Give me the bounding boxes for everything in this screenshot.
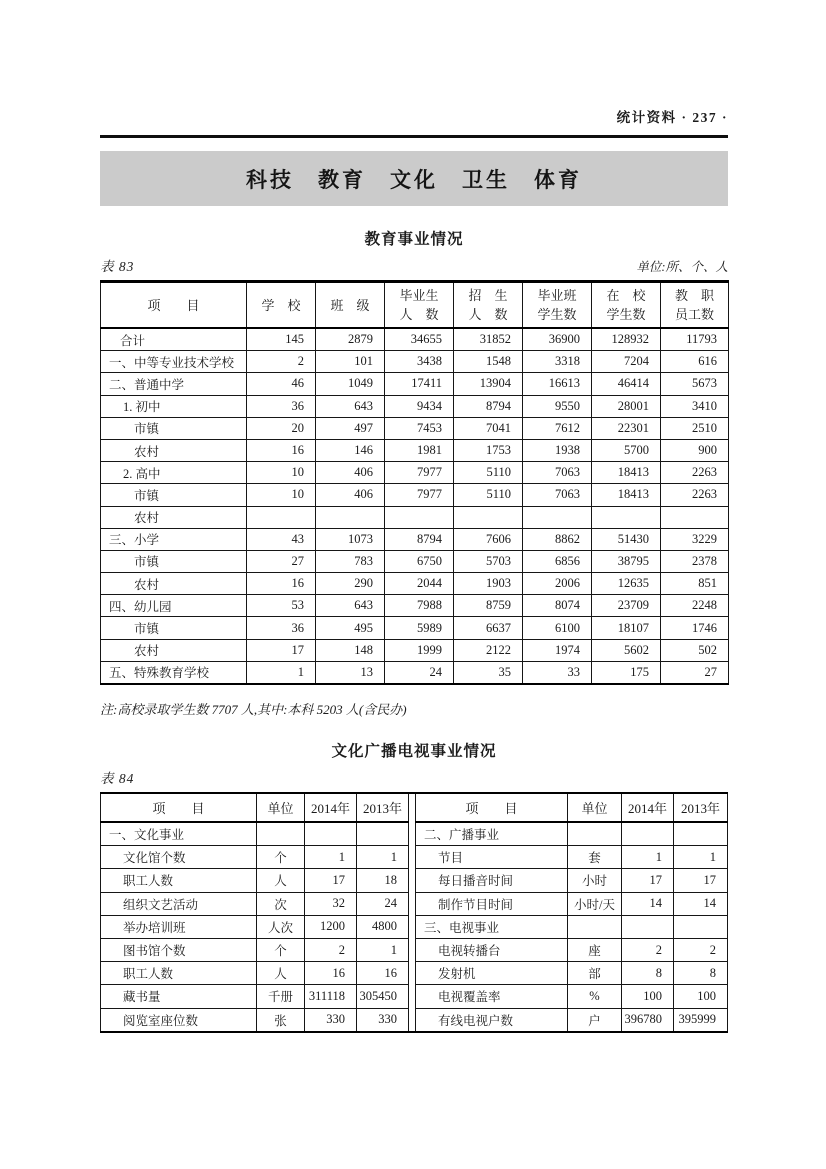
table84-title: 文化广播电视事业情况: [331, 743, 497, 760]
value-2014-cell: 2: [305, 938, 357, 961]
schools-cell: 10: [247, 462, 316, 484]
graduating-class-cell: [523, 506, 592, 528]
row-label-cell: 市镇: [101, 417, 247, 439]
value-2014-cell: [305, 822, 357, 846]
col-header-2013: 2013年: [357, 794, 409, 822]
classes-cell: 497: [316, 417, 385, 439]
enrollment-cell: 7041: [454, 417, 523, 439]
classes-cell: 643: [316, 595, 385, 617]
education-table-body: [101, 328, 729, 684]
col-header-enrollment: 招 生 人 数: [454, 282, 523, 329]
table-row: [101, 373, 729, 395]
unit-cell: 张: [257, 1008, 305, 1031]
table83-label: 表 83: [100, 259, 135, 274]
schools-cell: 145: [247, 328, 316, 351]
value-2013-cell: [674, 822, 728, 846]
col-header-graduates: 毕业生 人 数: [385, 282, 454, 329]
staff-cell: 11793: [661, 328, 729, 351]
graduating-class-cell: 7612: [523, 417, 592, 439]
table-row: [101, 528, 729, 550]
row-label-cell: 职工人数: [101, 962, 257, 985]
running-head-page-number: 统计资料 · 237 ·: [616, 110, 728, 125]
unit-cell: [568, 915, 622, 938]
graduates-cell: 1999: [385, 639, 454, 661]
graduating-class-cell: 1938: [523, 439, 592, 461]
graduating-class-cell: 1974: [523, 639, 592, 661]
table-row: [101, 462, 729, 484]
classes-cell: 783: [316, 550, 385, 572]
value-2014-cell: 311118: [305, 985, 357, 1008]
graduates-cell: 17411: [385, 373, 454, 395]
value-2013-cell: 8: [674, 962, 728, 985]
row-label-cell: 电视转播台: [416, 938, 568, 961]
classes-cell: 13: [316, 661, 385, 684]
col-header-2014: 2014年: [622, 794, 674, 822]
table-row: [101, 506, 729, 528]
row-label-cell: 一、文化事业: [101, 822, 257, 846]
col-header-2013: 2013年: [674, 794, 728, 822]
enrollment-cell: 1548: [454, 351, 523, 373]
row-label-cell: 图书馆个数: [101, 938, 257, 961]
table-row: [101, 573, 729, 595]
table-row: [101, 869, 409, 892]
schools-cell: 10: [247, 484, 316, 506]
value-2014-cell: 17: [622, 869, 674, 892]
value-2013-cell: 305450: [357, 985, 409, 1008]
students-enrolled-cell: 51430: [592, 528, 661, 550]
students-enrolled-cell: 18413: [592, 462, 661, 484]
enrollment-cell: [454, 506, 523, 528]
table-row: [101, 484, 729, 506]
graduates-cell: 6750: [385, 550, 454, 572]
table-row: [101, 892, 409, 915]
students-enrolled-cell: 18107: [592, 617, 661, 639]
col-header-unit: 单位: [568, 794, 622, 822]
table-row: [101, 550, 729, 572]
classes-cell: 2879: [316, 328, 385, 351]
value-2014-cell: 1200: [305, 915, 357, 938]
table83-meta-row: [100, 255, 728, 275]
enrollment-cell: 6637: [454, 617, 523, 639]
row-label-cell: 二、广播事业: [416, 822, 568, 846]
value-2013-cell: 14: [674, 892, 728, 915]
col-header-item: 项 目: [101, 282, 247, 329]
graduates-cell: 3438: [385, 351, 454, 373]
header-row: [416, 794, 728, 822]
staff-cell: 900: [661, 439, 729, 461]
students-enrolled-cell: 18413: [592, 484, 661, 506]
staff-cell: 616: [661, 351, 729, 373]
students-enrolled-cell: 23709: [592, 595, 661, 617]
unit-cell: 部: [568, 962, 622, 985]
table-row: [101, 985, 409, 1008]
value-2013-cell: 395999: [674, 1008, 728, 1031]
unit-cell: 千册: [257, 985, 305, 1008]
graduates-cell: 7453: [385, 417, 454, 439]
culture-table-left-body: [101, 822, 409, 1031]
row-label-cell: 市镇: [101, 484, 247, 506]
row-label-cell: 三、电视事业: [416, 915, 568, 938]
staff-cell: 5673: [661, 373, 729, 395]
unit-cell: 小时/天: [568, 892, 622, 915]
unit-cell: 人: [257, 869, 305, 892]
staff-cell: 2378: [661, 550, 729, 572]
unit-cell: [568, 822, 622, 846]
students-enrolled-cell: 5700: [592, 439, 661, 461]
unit-cell: 套: [568, 846, 622, 869]
row-label-cell: 五、特殊教育学校: [101, 661, 247, 684]
unit-cell: 人: [257, 962, 305, 985]
schools-cell: 36: [247, 617, 316, 639]
row-label-cell: 1. 初中: [101, 395, 247, 417]
enrollment-cell: 5110: [454, 484, 523, 506]
value-2014-cell: 17: [305, 869, 357, 892]
graduating-class-cell: 16613: [523, 373, 592, 395]
unit-cell: 个: [257, 938, 305, 961]
col-header-staff: 教 职 员工数: [661, 282, 729, 329]
row-label-cell: 电视覆盖率: [416, 985, 568, 1008]
row-label-cell: 合计: [101, 328, 247, 351]
students-enrolled-cell: 22301: [592, 417, 661, 439]
schools-cell: 46: [247, 373, 316, 395]
students-enrolled-cell: 128932: [592, 328, 661, 351]
header-row: [101, 794, 409, 822]
students-enrolled-cell: 175: [592, 661, 661, 684]
graduating-class-cell: 6100: [523, 617, 592, 639]
classes-cell: 1049: [316, 373, 385, 395]
row-label-cell: 一、中等专业技术学校: [101, 351, 247, 373]
graduates-cell: 7977: [385, 462, 454, 484]
schools-cell: 1: [247, 661, 316, 684]
row-label-cell: 职工人数: [101, 869, 257, 892]
schools-cell: 27: [247, 550, 316, 572]
classes-cell: 148: [316, 639, 385, 661]
staff-cell: 2248: [661, 595, 729, 617]
chapter-banner-title: 科技 教育 文化 卫生 体育: [246, 168, 582, 192]
unit-cell: 人次: [257, 915, 305, 938]
value-2013-cell: 4800: [357, 915, 409, 938]
row-label-cell: 农村: [101, 639, 247, 661]
row-label-cell: 发射机: [416, 962, 568, 985]
classes-cell: 643: [316, 395, 385, 417]
graduates-cell: 34655: [385, 328, 454, 351]
students-enrolled-cell: 12635: [592, 573, 661, 595]
table84-meta-row: [100, 767, 728, 787]
classes-cell: 406: [316, 484, 385, 506]
table-row: [416, 822, 728, 846]
table-row: [101, 417, 729, 439]
classes-cell: 146: [316, 439, 385, 461]
value-2014-cell: 1: [305, 846, 357, 869]
col-header-item: 项 目: [416, 794, 568, 822]
value-2014-cell: 16: [305, 962, 357, 985]
row-label-cell: 农村: [101, 439, 247, 461]
value-2013-cell: 1: [674, 846, 728, 869]
staff-cell: 3410: [661, 395, 729, 417]
graduating-class-cell: 8862: [523, 528, 592, 550]
col-header-classes: 班 级: [316, 282, 385, 329]
classes-cell: 1073: [316, 528, 385, 550]
enrollment-cell: 1753: [454, 439, 523, 461]
row-label-cell: 农村: [101, 506, 247, 528]
students-enrolled-cell: 38795: [592, 550, 661, 572]
graduates-cell: 7977: [385, 484, 454, 506]
students-enrolled-cell: 46414: [592, 373, 661, 395]
value-2013-cell: 1: [357, 846, 409, 869]
row-label-cell: 农村: [101, 573, 247, 595]
value-2014-cell: 396780: [622, 1008, 674, 1031]
staff-cell: 1746: [661, 617, 729, 639]
row-label-cell: 阅览室座位数: [101, 1008, 257, 1031]
col-header-students-enrolled: 在 校 学生数: [592, 282, 661, 329]
value-2013-cell: 100: [674, 985, 728, 1008]
enrollment-cell: 13904: [454, 373, 523, 395]
schools-cell: 36: [247, 395, 316, 417]
table-row: [101, 822, 409, 846]
table-row: [416, 869, 728, 892]
table-row: [101, 846, 409, 869]
students-enrolled-cell: [592, 506, 661, 528]
enrollment-cell: 35: [454, 661, 523, 684]
graduates-cell: 9434: [385, 395, 454, 417]
table-row: [101, 351, 729, 373]
graduating-class-cell: 7063: [523, 484, 592, 506]
enrollment-cell: 31852: [454, 328, 523, 351]
table-row: [416, 962, 728, 985]
graduates-cell: [385, 506, 454, 528]
row-label-cell: 节目: [416, 846, 568, 869]
graduating-class-cell: 2006: [523, 573, 592, 595]
students-enrolled-cell: 28001: [592, 395, 661, 417]
table-row: [101, 639, 729, 661]
staff-cell: 2263: [661, 484, 729, 506]
col-header-graduating-class: 毕业班 学生数: [523, 282, 592, 329]
table-row: [101, 962, 409, 985]
schools-cell: 16: [247, 439, 316, 461]
table83-unit-note: 单位:所、个、人: [636, 260, 728, 274]
enrollment-cell: 8794: [454, 395, 523, 417]
col-header-schools: 学 校: [247, 282, 316, 329]
schools-cell: 20: [247, 417, 316, 439]
row-label-cell: 市镇: [101, 617, 247, 639]
value-2013-cell: 330: [357, 1008, 409, 1031]
value-2013-cell: [357, 822, 409, 846]
table-row: [101, 915, 409, 938]
unit-cell: [257, 822, 305, 846]
table-row: [101, 1008, 409, 1031]
section-divider-rule: [100, 135, 728, 138]
graduating-class-cell: 8074: [523, 595, 592, 617]
enrollment-cell: 7606: [454, 528, 523, 550]
value-2014-cell: [622, 822, 674, 846]
students-enrolled-cell: 7204: [592, 351, 661, 373]
schools-cell: [247, 506, 316, 528]
graduates-cell: 5989: [385, 617, 454, 639]
value-2013-cell: 24: [357, 892, 409, 915]
value-2013-cell: 1: [357, 938, 409, 961]
graduating-class-cell: 33: [523, 661, 592, 684]
row-label-cell: 有线电视户数: [416, 1008, 568, 1031]
row-label-cell: 组织文艺活动: [101, 892, 257, 915]
row-label-cell: 市镇: [101, 550, 247, 572]
culture-table-left-half: [100, 794, 409, 1031]
table-row: [101, 395, 729, 417]
education-statistics-table: [100, 280, 729, 685]
table-row: [101, 595, 729, 617]
education-table-header: [101, 282, 729, 329]
table83-footnote: 注:高校录取学生数 7707 人,其中:本科 5203 人(含民办): [100, 702, 407, 717]
staff-cell: 2510: [661, 417, 729, 439]
graduating-class-cell: 36900: [523, 328, 592, 351]
row-label-cell: 藏书量: [101, 985, 257, 1008]
schools-cell: 43: [247, 528, 316, 550]
unit-cell: 户: [568, 1008, 622, 1031]
table-row: [416, 915, 728, 938]
value-2013-cell: 17: [674, 869, 728, 892]
table-row: [416, 846, 728, 869]
value-2014-cell: 1: [622, 846, 674, 869]
staff-cell: [661, 506, 729, 528]
value-2014-cell: 100: [622, 985, 674, 1008]
value-2013-cell: 18: [357, 869, 409, 892]
graduates-cell: 1981: [385, 439, 454, 461]
row-label-cell: 2. 高中: [101, 462, 247, 484]
table-row: [101, 661, 729, 684]
schools-cell: 16: [247, 573, 316, 595]
unit-cell: %: [568, 985, 622, 1008]
unit-cell: 次: [257, 892, 305, 915]
graduating-class-cell: 6856: [523, 550, 592, 572]
row-label-cell: 文化馆个数: [101, 846, 257, 869]
staff-cell: 851: [661, 573, 729, 595]
col-header-unit: 单位: [257, 794, 305, 822]
row-label-cell: 制作节目时间: [416, 892, 568, 915]
unit-cell: 座: [568, 938, 622, 961]
students-enrolled-cell: 5602: [592, 639, 661, 661]
enrollment-cell: 2122: [454, 639, 523, 661]
staff-cell: 2263: [661, 462, 729, 484]
value-2013-cell: 2: [674, 938, 728, 961]
schools-cell: 17: [247, 639, 316, 661]
schools-cell: 53: [247, 595, 316, 617]
enrollment-cell: 5110: [454, 462, 523, 484]
classes-cell: 101: [316, 351, 385, 373]
row-label-cell: 三、小学: [101, 528, 247, 550]
row-label-cell: 四、幼儿园: [101, 595, 247, 617]
chapter-banner: [100, 151, 728, 206]
staff-cell: 3229: [661, 528, 729, 550]
table-row: [101, 328, 729, 351]
table-row: [416, 1008, 728, 1031]
staff-cell: 27: [661, 661, 729, 684]
culture-broadcast-table: [100, 792, 728, 1033]
graduating-class-cell: 9550: [523, 395, 592, 417]
enrollment-cell: 1903: [454, 573, 523, 595]
table83-title: 教育事业情况: [364, 231, 464, 248]
enrollment-cell: 5703: [454, 550, 523, 572]
table-row: [416, 892, 728, 915]
schools-cell: 2: [247, 351, 316, 373]
value-2014-cell: 14: [622, 892, 674, 915]
enrollment-cell: 8759: [454, 595, 523, 617]
value-2013-cell: 16: [357, 962, 409, 985]
graduates-cell: 2044: [385, 573, 454, 595]
value-2014-cell: 330: [305, 1008, 357, 1031]
graduates-cell: 24: [385, 661, 454, 684]
value-2014-cell: 32: [305, 892, 357, 915]
unit-cell: 个: [257, 846, 305, 869]
value-2013-cell: [674, 915, 728, 938]
header-row: [101, 282, 729, 329]
graduates-cell: 7988: [385, 595, 454, 617]
row-label-cell: 每日播音时间: [416, 869, 568, 892]
unit-cell: 小时: [568, 869, 622, 892]
graduates-cell: 8794: [385, 528, 454, 550]
culture-table-right-body: [416, 822, 728, 1031]
table-row: [416, 938, 728, 961]
value-2014-cell: 2: [622, 938, 674, 961]
table-row: [101, 938, 409, 961]
col-header-item: 项 目: [101, 794, 257, 822]
page-content: [100, 0, 728, 1033]
value-2014-cell: 8: [622, 962, 674, 985]
classes-cell: 495: [316, 617, 385, 639]
table84-label: 表 84: [100, 771, 135, 786]
classes-cell: 406: [316, 462, 385, 484]
table-row: [101, 617, 729, 639]
row-label-cell: 二、普通中学: [101, 373, 247, 395]
graduating-class-cell: 3318: [523, 351, 592, 373]
culture-table-right-half: [415, 794, 728, 1031]
table-row: [101, 439, 729, 461]
graduating-class-cell: 7063: [523, 462, 592, 484]
value-2014-cell: [622, 915, 674, 938]
table-row: [416, 985, 728, 1008]
classes-cell: 290: [316, 573, 385, 595]
row-label-cell: 举办培训班: [101, 915, 257, 938]
staff-cell: 502: [661, 639, 729, 661]
col-header-2014: 2014年: [305, 794, 357, 822]
classes-cell: [316, 506, 385, 528]
